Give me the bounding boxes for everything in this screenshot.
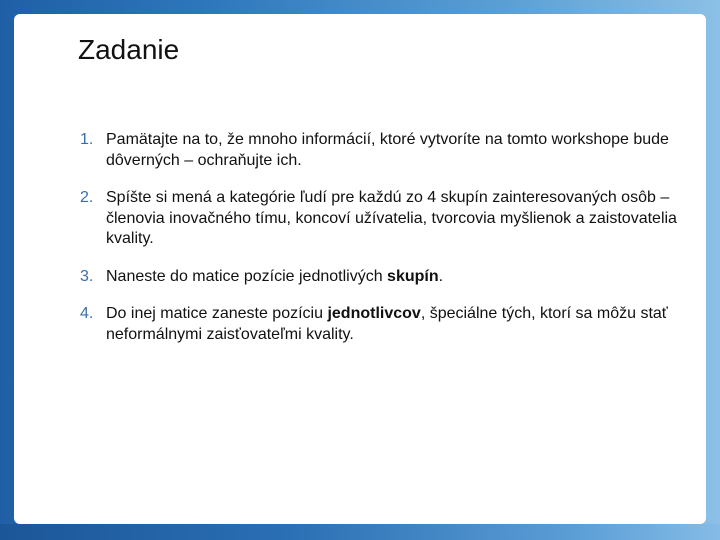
- item-number: 2.: [80, 189, 94, 206]
- item-text-bold: skupín: [387, 267, 439, 285]
- content-panel: [14, 14, 706, 524]
- item-number: 1.: [80, 131, 94, 148]
- slide-title: Zadanie: [78, 34, 180, 65]
- item-text: , špeciálne tých, ktorí sa môžu stať neformálnymi zaisťovateľmi kvality.: [106, 305, 668, 343]
- list-item: [80, 267, 690, 288]
- item-text: .: [438, 267, 444, 285]
- numbered-list: [80, 130, 690, 362]
- item-text-bold: jednotlivcov: [327, 305, 421, 322]
- item-text: Do inej matice zaneste pozíciu: [106, 305, 328, 322]
- item-text: Spíšte si mená a kategórie ľudí pre každú zo 4 skupín zainteresovaných osôb – členovia inovačného tímu, koncoví užívatelia, tvorcovia myšlienok a zaistovatelia kvality.: [106, 189, 677, 247]
- item-number: 4.: [80, 305, 94, 322]
- list-item: [80, 304, 690, 345]
- list-item: [80, 188, 690, 250]
- item-text: Pamätajte na to, že mnoho informácií, ktoré vytvoríte na tomto workshope bude dôverných – ochraňujte ich.: [106, 131, 669, 169]
- item-text: Naneste do matice pozície jednotlivých: [106, 267, 388, 285]
- slide-bottom-band: [0, 524, 720, 540]
- item-number: 3.: [80, 267, 94, 285]
- list-item: [80, 130, 690, 171]
